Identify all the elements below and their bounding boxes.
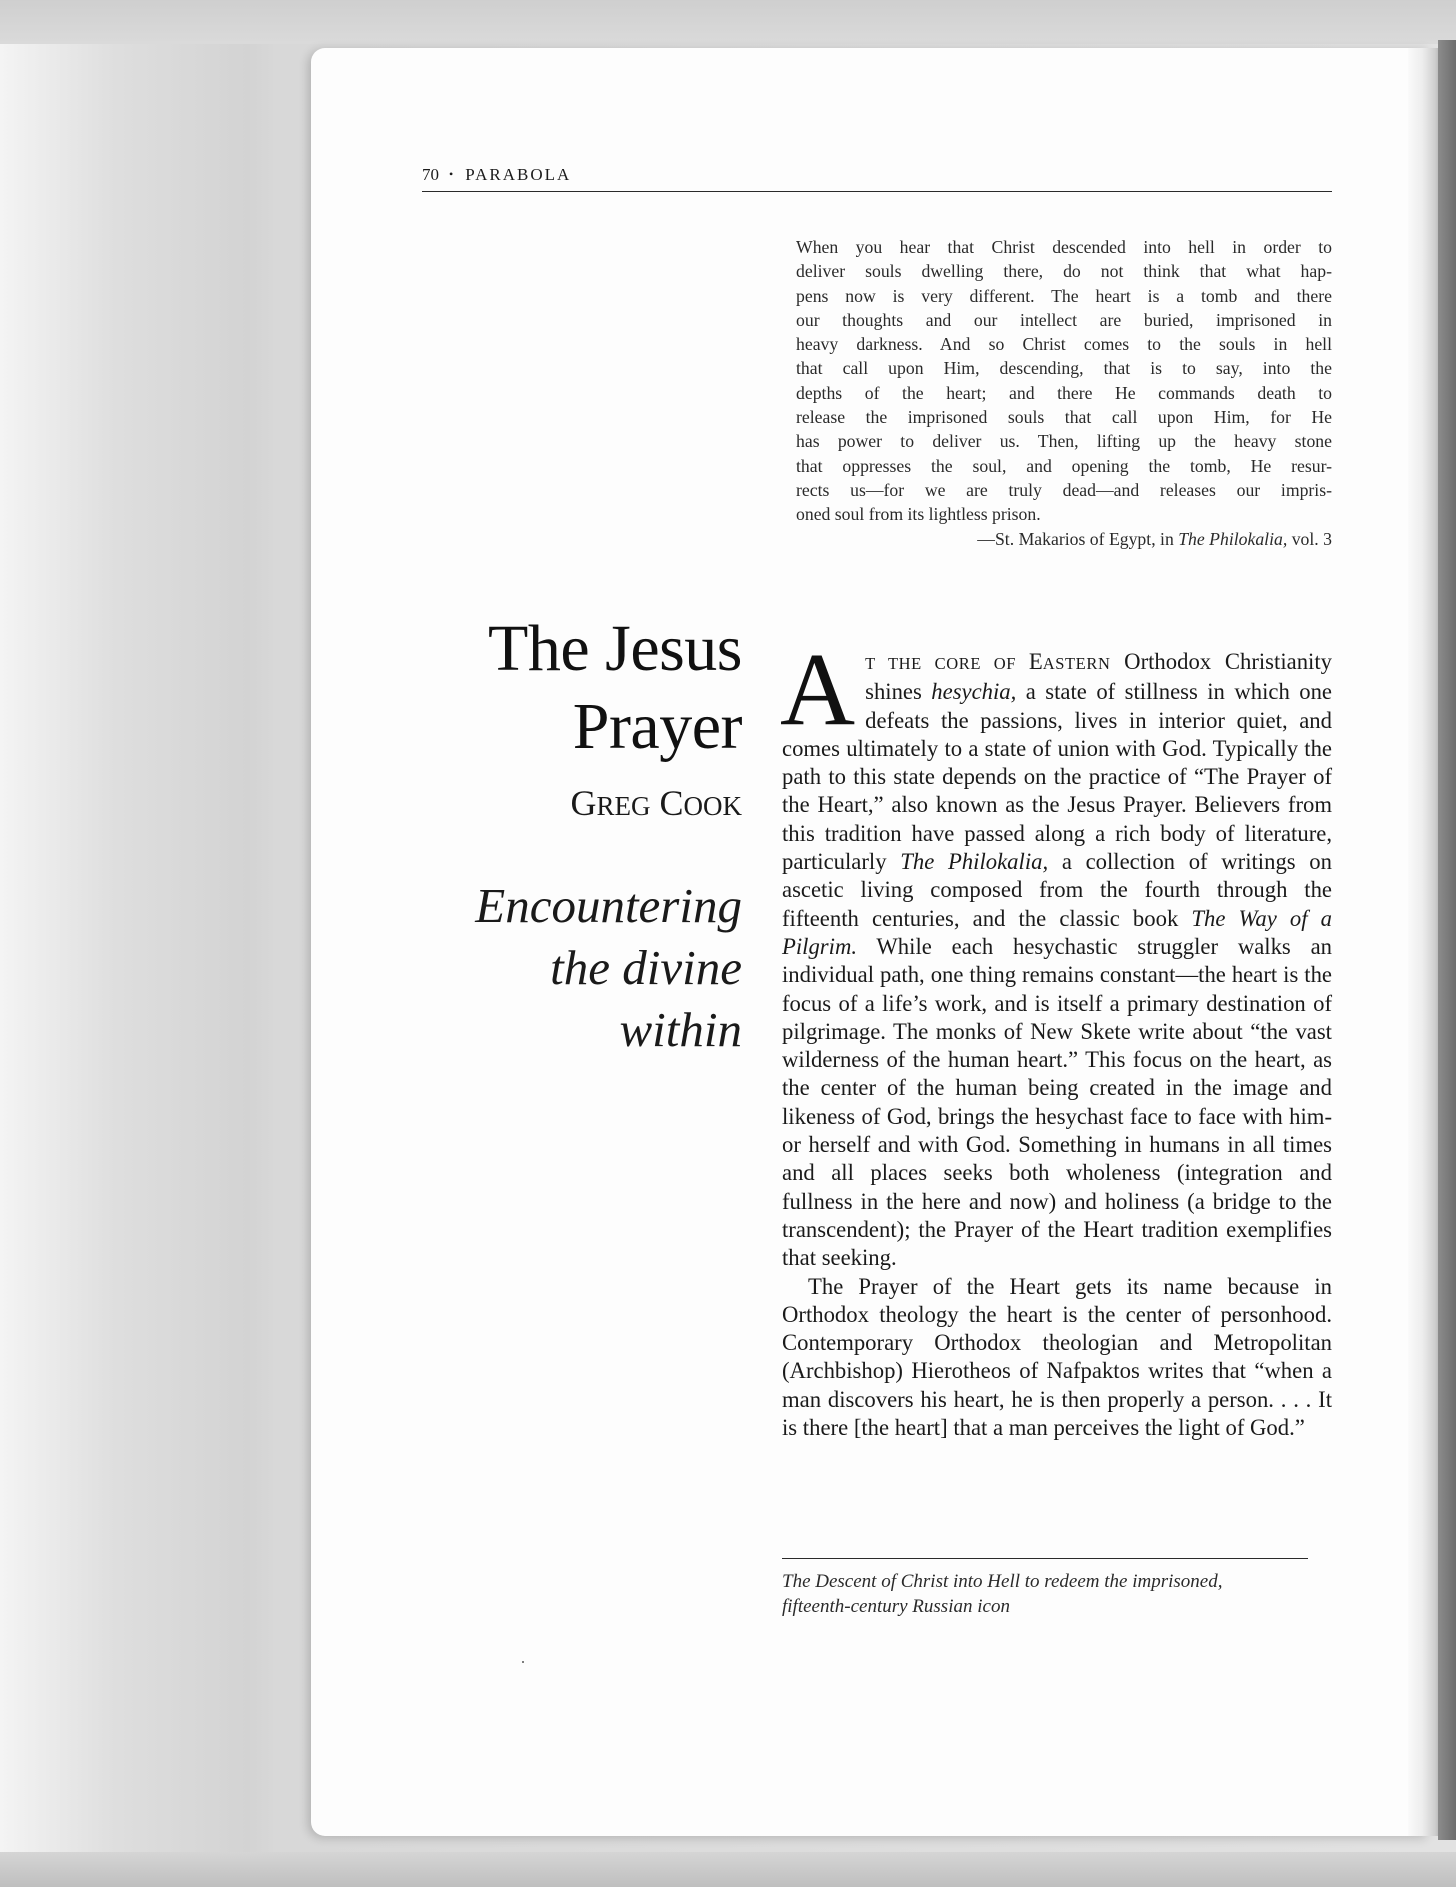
epigraph-line: release the imprisoned souls that call upon Him, for He xyxy=(796,407,1332,428)
epigraph-line: that call upon Him, descending, that is to say, into the xyxy=(796,358,1332,379)
scan-background-top xyxy=(0,0,1456,44)
epigraph xyxy=(796,235,1332,551)
epigraph-line: When you hear that Christ descended into hell in order to xyxy=(796,237,1332,257)
epigraph-line: deliver souls dwelling there, do not think that what hap- xyxy=(796,261,1332,282)
body-paragraph-2: The Prayer of the Heart gets its name because in Orthodox theology the heart is the center of personhood. Contemporary Orthodox theologian and Metropolitan (Archbishop) Hierotheos of Nafpaktos writes that “when a man discovers his heart, he is then properly a person. . . . It is there [the heart] that a man perceives the light of God.” xyxy=(782,1273,1332,1441)
scan-speck xyxy=(522,1661,524,1663)
epigraph-line: has power to deliver us. Then, lifting up the heavy stone xyxy=(796,431,1332,452)
article-subtitle: Encountering the divine within xyxy=(475,878,742,1057)
epigraph-line: heavy darkness. And so Christ comes to the souls in hell xyxy=(796,334,1332,355)
article-title: The Jesus Prayer xyxy=(488,612,742,763)
running-head xyxy=(422,165,1332,192)
epigraph-line: oned soul from its lightless prison. xyxy=(796,504,1041,525)
epigraph-line: pens now is very different. The heart is a tomb and there xyxy=(796,285,1332,306)
epigraph-line: rects us—for we are truly dead—and releases our impris- xyxy=(796,479,1332,500)
epigraph-line: depths of the heart; and there He commands death to xyxy=(796,382,1332,403)
epigraph-quote xyxy=(796,235,1332,527)
body-paragraph-1: A T THE CORE OF EASTERN Orthodox Christianity shines hesychia, a state of stillness in which one defeats the passions, lives in interior quiet, and comes ultimately to a state of union with God. Typically the path to this state depends on the practice of “The Prayer of the Heart,” also known as the Jesus Prayer. Believers from this tradition have passed along a rich body of literature, particularly The Philokalia, a collection of writings on ascetic living composed from the fourth through the fifteenth centuries, and the classic book The Way of a Pilgrim. While each hesychastic struggler walks an individual path, one thing remains constant—the heart is the focus of a life’s work, and is itself a primary destination of pilgrimage. The monks of New Skete write about “the vast wilderness of the human heart.” This focus on the heart, as the center of the human being created in the image and likeness of God, brings the hesychast face to face with him- or herself and with God. Something in humans in all times and all places seeks both wholeness (integration and fullness in the here and now) and holiness (a bridge to the transcendent); the Prayer of the Heart tradition exemplifies that seeking. xyxy=(780,632,1332,1271)
page-number: 70 xyxy=(422,165,439,184)
bullet-separator: • xyxy=(449,167,456,181)
epigraph-attribution: —St. Makarios of Egypt, in The Philokalia, vol. 3 xyxy=(977,528,1332,549)
scan-background-bottom xyxy=(0,1852,1456,1887)
publication-name: PARABOLA xyxy=(465,165,572,184)
article-body xyxy=(780,632,1332,1442)
figure-caption: The Descent of Christ into Hell to redeem the imprisoned, fifteenth-century Russian icon xyxy=(782,1571,1223,1617)
epigraph-line: our thoughts and our intellect are buried, imprisoned in xyxy=(796,309,1332,330)
attribution-work-title: The Philokalia, xyxy=(1178,528,1288,549)
article-author: GREG COOK xyxy=(570,783,742,823)
drop-cap: A xyxy=(780,632,856,747)
epigraph-line: that oppresses the soul, and opening the tomb, He resur- xyxy=(796,455,1332,476)
caption-rule xyxy=(782,1558,1308,1559)
page-binding-shadow xyxy=(1438,40,1456,1840)
